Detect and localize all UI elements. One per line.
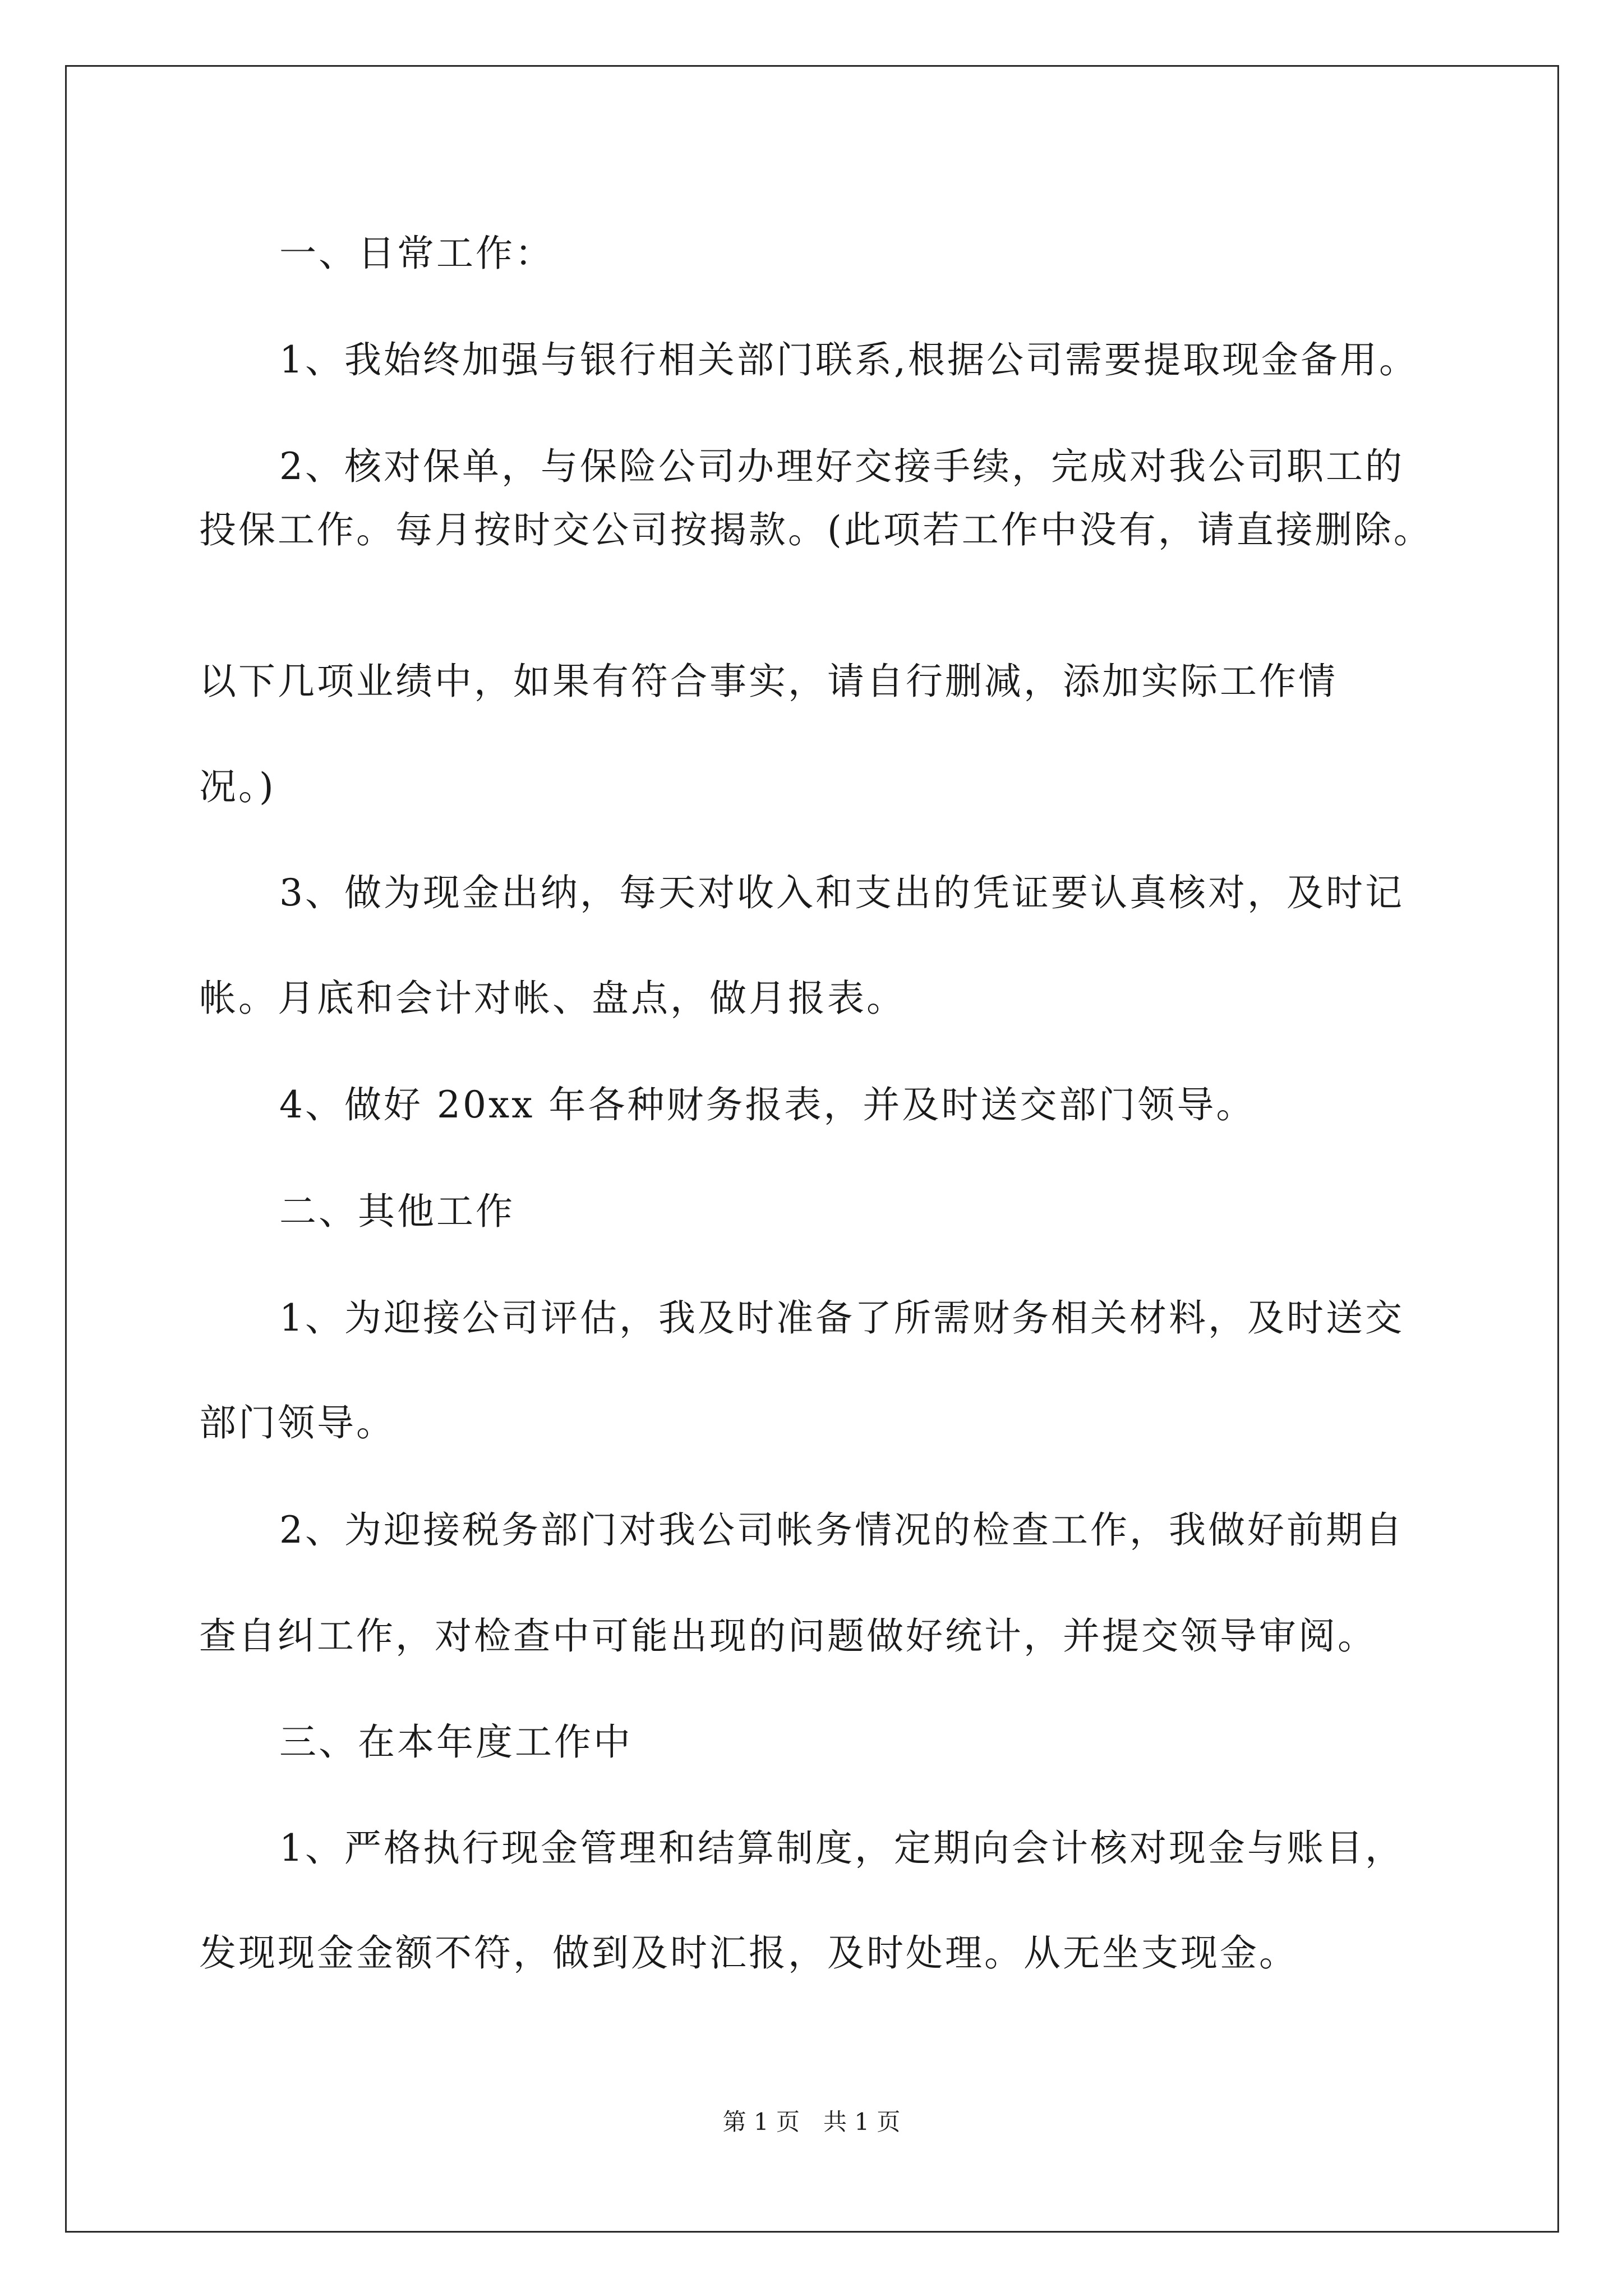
paragraph-line: 2、核对保单，与保险公司办理好交接手续，完成对我公司职工的 (279, 445, 1404, 488)
page-number-footer: 第 1 页 共 1 页 (722, 2108, 901, 2136)
paragraph-line: 3、做为现金出纳，每天对收入和支出的凭证要认真核对，及时记 (279, 871, 1404, 914)
section-heading-daily-work: 一、日常工作： (279, 232, 554, 275)
paragraph-line: 帐。月底和会计对帐、盘点，做月报表。 (199, 977, 906, 1020)
paragraph-line: 发现现金金额不符，做到及时汇报，及时处理。从无坐支现金。 (199, 1931, 1298, 1975)
paragraph-line: 2、为迎接税务部门对我公司帐务情况的检查工作，我做好前期自 (279, 1508, 1404, 1552)
paragraph-line: 投保工作。每月按时交公司按揭款。(此项若工作中没有，请直接删除。 (199, 508, 1433, 551)
paragraph-line: 1、为迎接公司评估，我及时准备了所需财务相关材料，及时送交 (279, 1296, 1404, 1340)
paragraph-line: 1、严格执行现金管理和结算制度，定期向会计核对现金与账目， (279, 1826, 1404, 1870)
section-heading-other-work: 二、其他工作 (279, 1190, 515, 1233)
section-heading-annual-work: 三、在本年度工作中 (279, 1720, 633, 1764)
page-border (65, 65, 1559, 2233)
paragraph-line: 况。) (199, 765, 276, 808)
paragraph-line: 查自纠工作，对检查中可能出现的问题做好统计，并提交领导审阅。 (199, 1614, 1377, 1658)
paragraph-line: 以下几项业绩中，如果有符合事实，请自行删减，添加实际工作情 (199, 660, 1338, 703)
paragraph-line: 部门领导。 (199, 1401, 395, 1444)
paragraph-line: 4、做好 20xx 年各种财务报表，并及时送交部门领导。 (279, 1083, 1256, 1126)
paragraph-line: 1、我始终加强与银行相关部门联系,根据公司需要提取现金备用。 (279, 338, 1418, 381)
